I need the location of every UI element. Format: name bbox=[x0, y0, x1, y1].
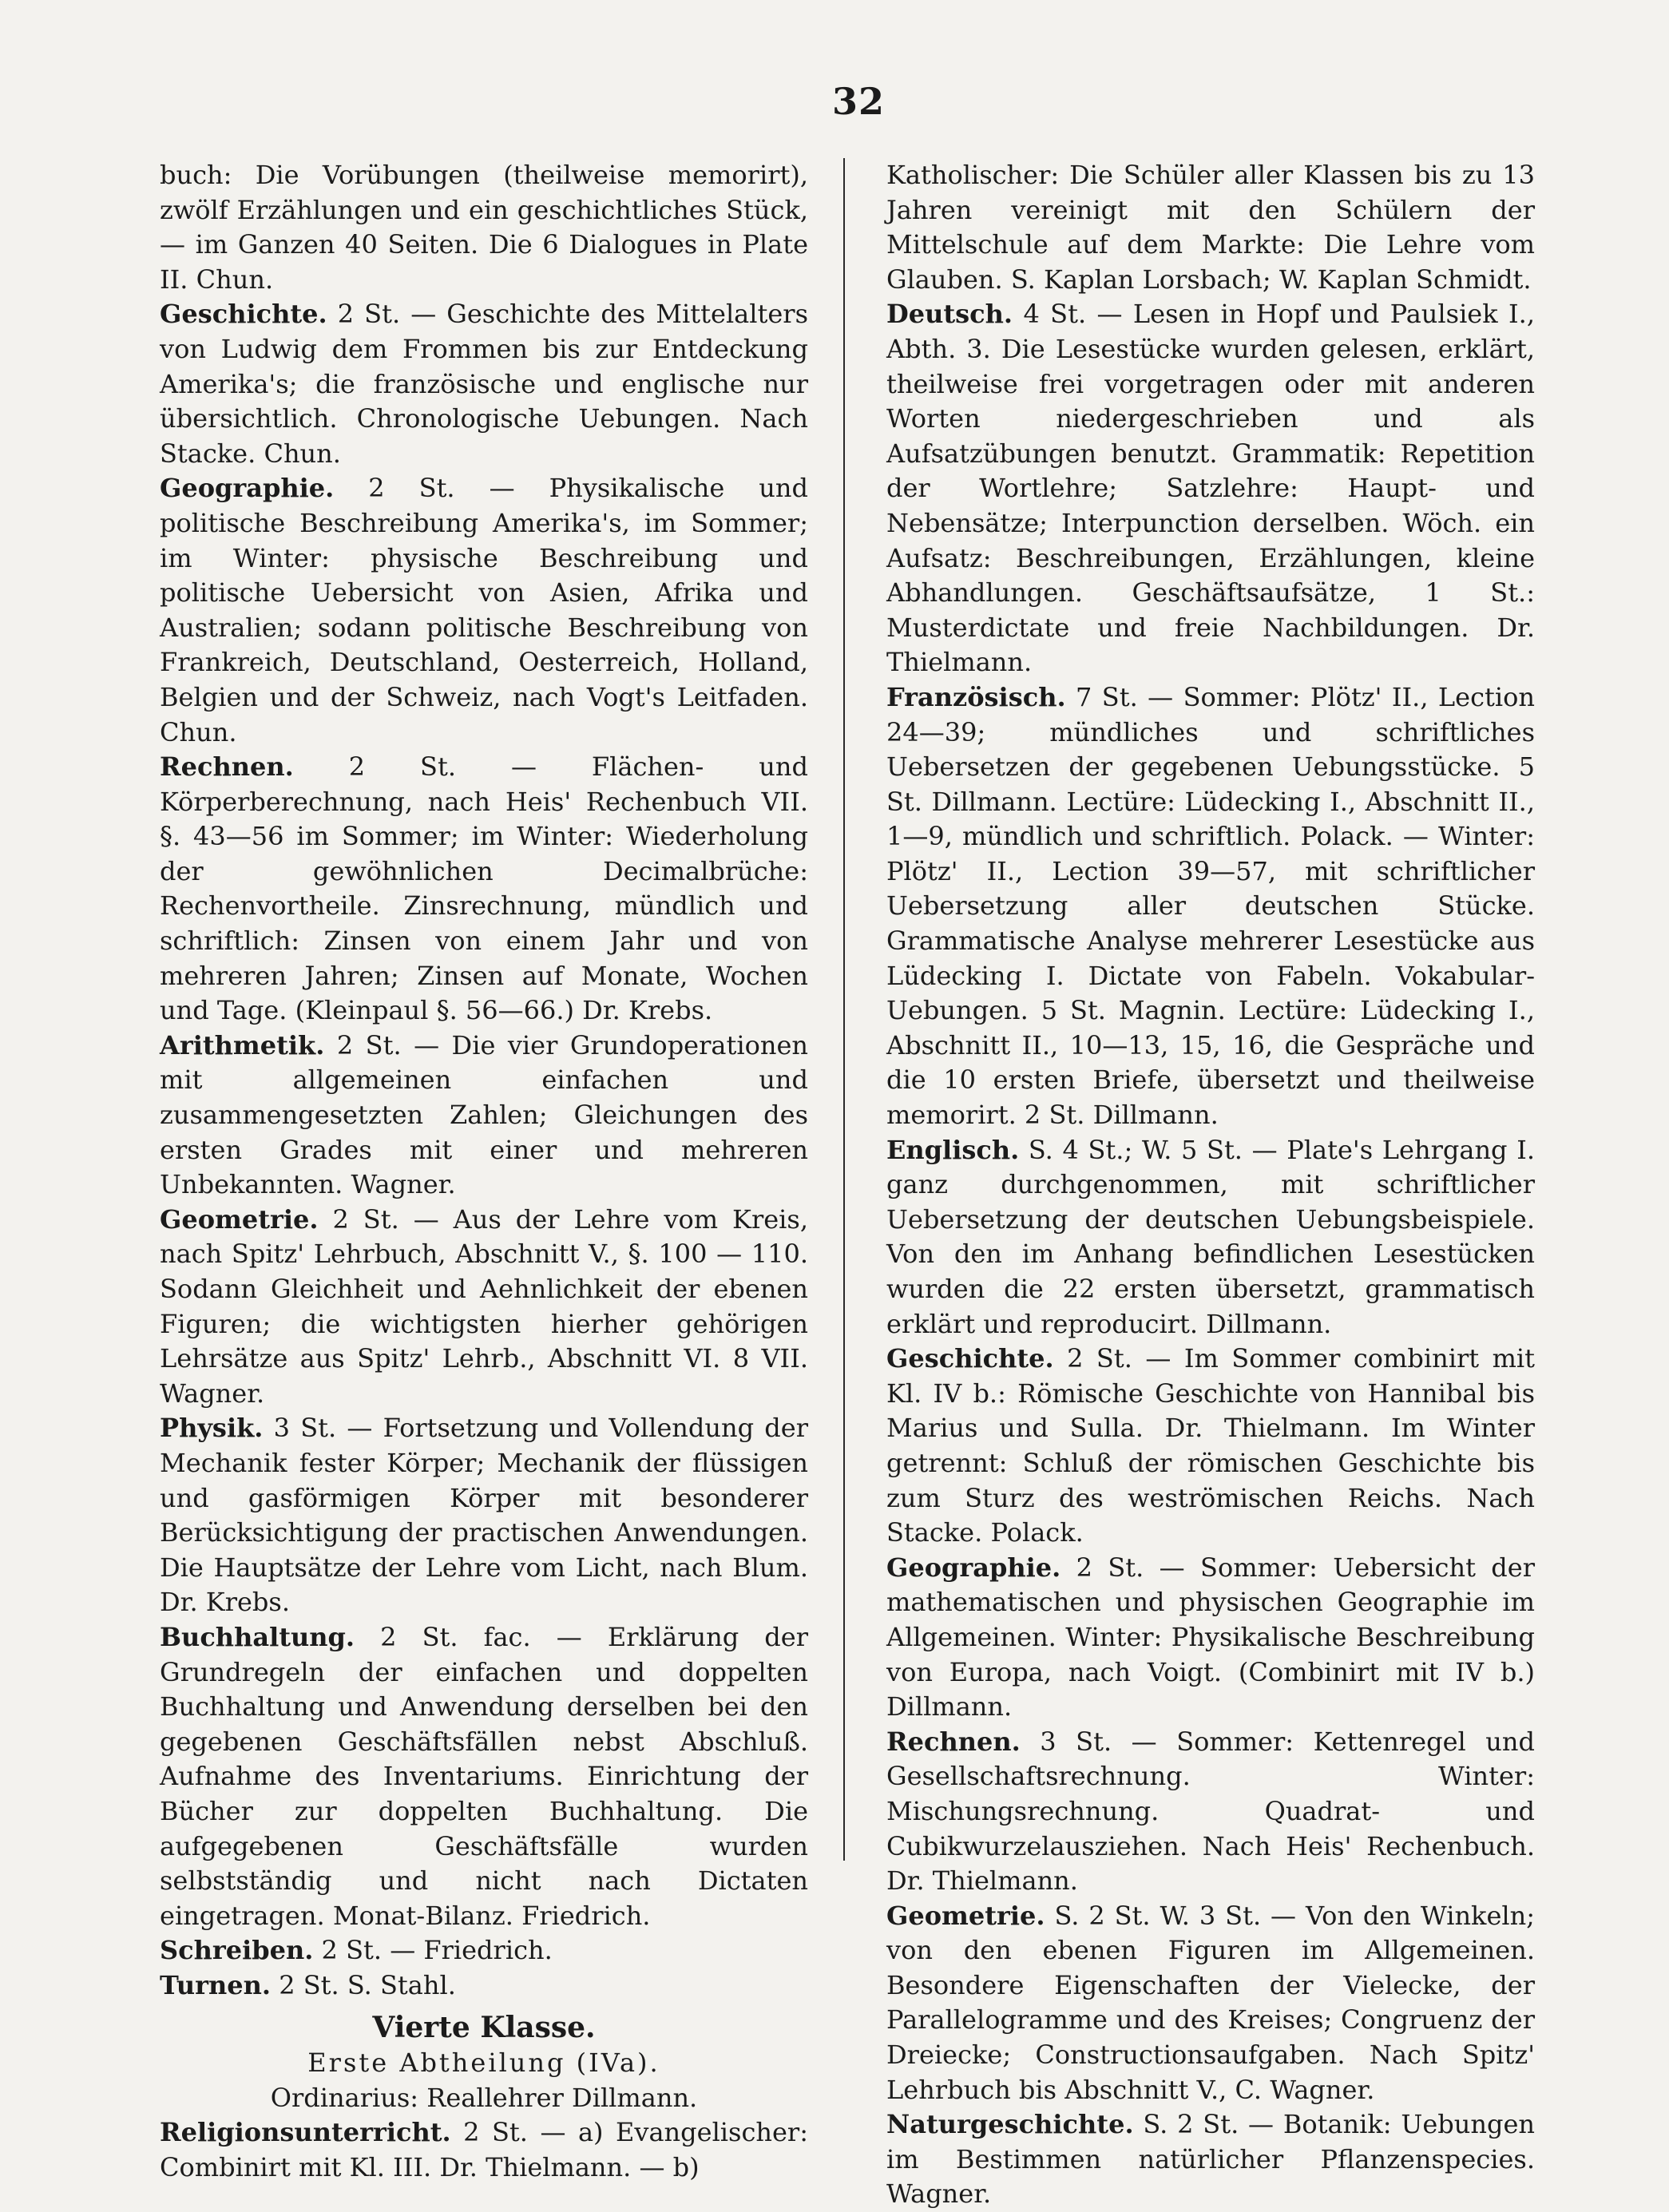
section-text: 4 St. — Lesen in Hopf und Paulsiek I., Abth. 3. Die Lesestücke wurden gelesen, erklärt, theilweise frei vorgetragen oder mit anderen Worten niedergeschrieben und als Aufsatzübungen benutzt. Grammatik: Repetition der Wortlehre; Satzlehre: Haupt- und Nebensätze; Interpunction derselben. Wöch. ein Aufsatz: Beschreibungen, Erzählungen, kleine Abhandlungen. Geschäftsaufsätze, 1 St.: Musterdictate und freie Nachbildungen. Dr. Thielmann. bbox=[886, 299, 1535, 678]
section-heading: Buchhaltung. bbox=[160, 1621, 355, 1652]
section-text: 3 St. — Sommer: Kettenregel und Gesellschaftsrechnung. Winter: Mischungsrechnung. Quadrat- und Cubikwurzelausziehen. Nach Heis' Rechenbuch. Dr. Thielmann. bbox=[886, 1726, 1535, 1897]
class-title: Vierte Klasse. bbox=[372, 2011, 596, 2045]
section-text: 2 St. — Friedrich. bbox=[313, 1935, 553, 1966]
section-text: 2 St. — Die vier Grundoperationen mit allgemeinen einfachen und zusammengesetzten Zahlen; Gleichungen des ersten Grades mit einer und mehreren Unbekannten. Wagner. bbox=[160, 1029, 808, 1200]
section-geometrie-right bbox=[886, 1899, 1535, 2108]
section-naturgeschichte bbox=[886, 2107, 1535, 2212]
section-text: 3 St. — Fortsetzung und Vollendung der Mechanik fester Körper; Mechanik der flüssigen und gasförmigen Körper mit besonderer Berücksichtigung der practischen Anwendungen. Die Hauptsätze der Lehre vom Licht, nach Blum. Dr. Krebs. bbox=[160, 1413, 808, 1618]
section-heading: Geographie. bbox=[160, 473, 335, 504]
section-heading: Arithmetik. bbox=[160, 1029, 325, 1060]
section-heading: Naturgeschichte. bbox=[886, 2109, 1134, 2140]
section-heading: Geschichte. bbox=[886, 1343, 1054, 1374]
section-heading: Geographie. bbox=[886, 1552, 1061, 1583]
section-text: 2 St. fac. — Erklärung der Grundregeln der einfachen und doppelten Buchhaltung und Anwendung derselben bei den gegebenen Geschäftsfällen nebst Abschluß. Aufnahme des Inventariums. Einrichtung der Bücher zur doppelten Buchhaltung. Die aufgegebenen Geschäftsfälle wurden selbstständig und nicht nach Dictaten eingetragen. Monat-Bilanz. Friedrich. bbox=[160, 1621, 808, 1931]
section-text: 2 St. — Im Sommer combinirt mit Kl. IV b.: Römische Geschichte von Hannibal bis Marius und Sulla. Dr. Thielmann. Im Winter getrennt: Schluß der römischen Geschichte bis zum Sturz des weströmischen Reichs. Nach Stacke. Polack. bbox=[886, 1343, 1535, 1548]
section-text: S. 4 St.; W. 5 St. — Plate's Lehrgang I. ganz durchgenommen, mit schriftlicher Uebersetzung der deutschen Uebungsbeispiele. Von den im Anhang befindlichen Lesestücken wurden die 22 ersten übersetzt, grammatisch erklärt und reproducirt. Dillmann. bbox=[886, 1134, 1535, 1339]
section-text: 2 St. — Physikalische und politische Beschreibung Amerika's, im Sommer; im Winter: physische Beschreibung und politische Uebersicht von Asien, Afrika und Australien; sodann politische Beschreibung von Frankreich, Deutschland, Oesterreich, Holland, Belgien und der Schweiz, nach Vogt's Leitfaden. Chun. bbox=[160, 473, 808, 747]
section-heading: Schreiben. bbox=[160, 1935, 314, 1966]
section-text: 2 St. — Geschichte des Mittelalters von Ludwig dem Frommen bis zur Entdeckung Amerika's; die französische und englische nur übersichtlich. Chronologische Uebungen. Nach Stacke. Chun. bbox=[160, 299, 808, 469]
section-geschichte-left bbox=[160, 297, 808, 471]
section-text: 7 St. — Sommer: Plötz' II., Lection 24—39; mündliches und schriftliches Uebersetzen der gegebenen Uebungsstücke. 5 St. Dillmann. Lectüre: Lüdecking I., Abschnitt II., 1—9, mündlich und schriftlich. Polack. — Winter: Plötz' II., Lection 39—57, mit schriftlicher Uebersetzung aller deutschen Stücke. Grammatische Analyse mehrerer Lesestücke aus Lüdecking I. Dictate von Fabeln. Vokabular-Uebungen. 5 St. Magnin. Lectüre: Lüdecking I., Abschnitt II., 10—13, 15, 16, die Gespräche und die 10 ersten Briefe, übersetzt und theilweise memorirt. 2 St. Dillmann. bbox=[886, 681, 1535, 1131]
section-rechnen-right bbox=[886, 1725, 1535, 1899]
left-column bbox=[160, 158, 808, 2185]
section-text: 2 St. — Sommer: Uebersicht der mathematischen und physischen Geographie im Allgemeinen. Winter: Physikalische Beschreibung von Europa, nach Voigt. (Combinirt mit IV b.) Dillmann. bbox=[886, 1552, 1535, 1722]
ordinarius-line: Ordinarius: Reallehrer Dillmann. bbox=[270, 2082, 698, 2113]
section-text: 2 St. — Flächen- und Körperberechnung, nach Heis' Rechenbuch VII. §. 43—56 im Sommer; im Winter: Wiederholung der gewöhnlichen Decimalbrüche: Rechenvortheile. Zinsrechnung, mündlich und schriftlich: Zinsen von einem Jahr und von mehreren Jahren; Zinsen auf Monate, Wochen und Tage. (Kleinpaul §. 56—66.) Dr. Krebs. bbox=[160, 751, 808, 1026]
section-heading: Geometrie. bbox=[160, 1203, 319, 1235]
section-physik bbox=[160, 1411, 808, 1620]
section-text: 2 St. — Aus der Lehre vom Kreis, nach Spitz' Lehrbuch, Abschnitt V., §. 100 — 110. Sodann Gleichheit und Aehnlichkeit der ebenen Figuren; die wichtigsten hierher gehörigen Lehrsätze aus Spitz' Lehrb., Abschnitt VI. 8 VII. Wagner. bbox=[160, 1203, 808, 1409]
division-title: Erste Abtheilung (IVa). bbox=[307, 2047, 660, 2079]
section-heading: Turnen. bbox=[160, 1969, 272, 2000]
section-heading: Rechnen. bbox=[886, 1726, 1021, 1757]
section-heading: Deutsch. bbox=[886, 299, 1013, 330]
section-heading: Religionsunterricht. bbox=[160, 2117, 451, 2148]
section-text: S. 2 St. — Botanik: Uebungen im Bestimmen natürlicher Pflanzenspecies. Wagner. bbox=[886, 2109, 1535, 2210]
section-geographie-left bbox=[160, 471, 808, 750]
section-heading: Geschichte. bbox=[160, 299, 327, 330]
section-geographie-right bbox=[886, 1551, 1535, 1725]
right-intro: Katholischer: Die Schüler aller Klassen bis zu 13 Jahren vereinigt mit den Schülern der Mittelschule auf dem Markte: Die Lehre vom Glauben. S. Kaplan Lorsbach; W. Kaplan Schmidt. bbox=[886, 160, 1535, 295]
section-geschichte-right bbox=[886, 1342, 1535, 1551]
section-rechnen-left bbox=[160, 750, 808, 1029]
section-heading: Rechnen. bbox=[160, 751, 294, 783]
section-geometrie-left bbox=[160, 1203, 808, 1412]
column-divider bbox=[843, 158, 845, 1861]
section-buchhaltung bbox=[160, 1620, 808, 1933]
section-text: 2 St. — a) Evangelischer: Combinirt mit Kl. III. Dr. Thielmann. — b) bbox=[160, 2117, 808, 2182]
section-deutsch bbox=[886, 297, 1535, 680]
section-religion bbox=[160, 2115, 808, 2185]
section-franzoesisch bbox=[886, 680, 1535, 1133]
section-text: 2 St. S. Stahl. bbox=[271, 1969, 456, 2000]
right-column bbox=[886, 158, 1535, 2212]
section-heading: Geometrie. bbox=[886, 1900, 1045, 1931]
left-intro: buch: Die Vorübungen (theilweise memorirt), zwölf Erzählungen und ein geschichtliches Stück, — im Ganzen 40 Seiten. Die 6 Dialogues in Plate II. Chun. bbox=[160, 160, 808, 295]
section-text: S. 2 St. W. 3 St. — Von den Winkeln; von den ebenen Figuren im Allgemeinen. Besondere Eigenschaften der Vielecke, der Parallelogramme und des Kreises; Congruenz der Dreiecke; Constructionsaufgaben. Nach Spitz' Lehrbuch bis Abschnitt V., C. Wagner. bbox=[886, 1900, 1535, 2105]
section-turnen bbox=[160, 1968, 808, 2004]
section-schreiben bbox=[160, 1933, 808, 1968]
section-heading: Englisch. bbox=[886, 1134, 1020, 1165]
section-heading: Französisch. bbox=[886, 681, 1066, 712]
section-heading: Physik. bbox=[160, 1413, 264, 1444]
section-arithmetik bbox=[160, 1029, 808, 1203]
section-englisch bbox=[886, 1133, 1535, 1342]
page-number: 32 bbox=[831, 80, 885, 123]
